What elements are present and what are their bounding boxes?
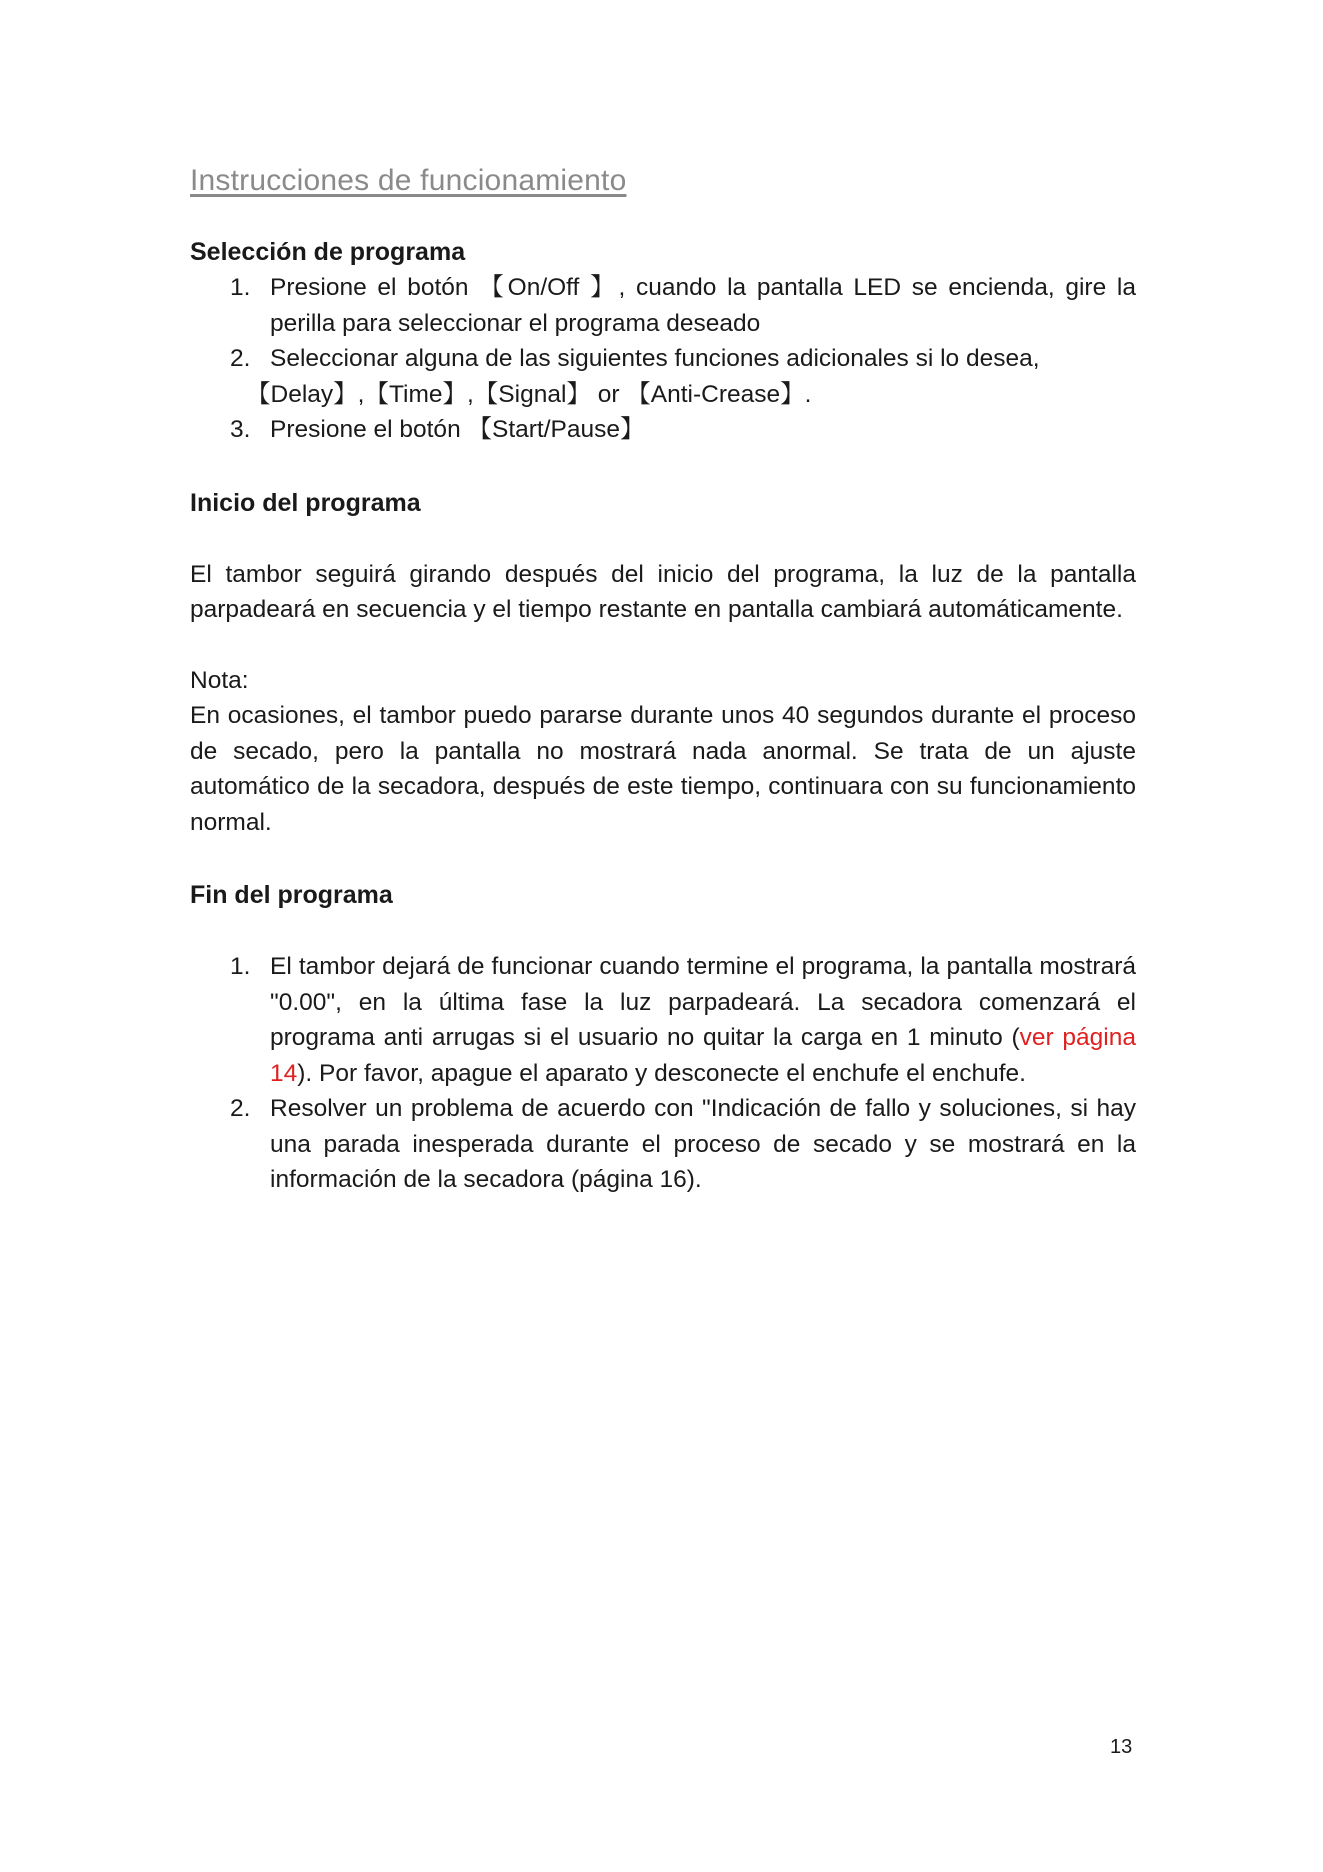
page-number: 13 — [1110, 1736, 1133, 1758]
note-label: Nota: — [190, 666, 249, 694]
list-item — [190, 949, 1136, 1091]
list-number: 2. — [230, 345, 251, 372]
note-text: En ocasiones, el tambor puedo pararse durante unos 40 segundos durante el proceso de secado, pero la pantalla no mostrará nada anormal. Se trata de un ajuste automático de la secadora, después de este tiempo, continuara con su funcionamiento normal. — [190, 702, 1136, 836]
list-item-text: Seleccionar alguna de las siguientes funciones adicionales si lo desea, — [270, 345, 1040, 372]
program-end-steps — [190, 949, 1136, 1198]
section-heading-seleccion: Selección de programa — [190, 238, 466, 266]
list-item-continuation — [190, 377, 1136, 413]
list-item-text-after: ). Por favor, apague el aparato y desconecte el enchufe el enchufe. — [297, 1059, 1026, 1087]
paragraph-inicio: El tambor seguirá girando después del inicio del programa, la luz de la pantalla parpadeará en secuencia y el tiempo restante en pantalla cambiará automáticamente. — [190, 560, 1136, 623]
program-selection-steps — [190, 270, 1136, 448]
list-item-text-before: El tambor dejará de funcionar cuando termine el programa, la pantalla mostrará "0.00", en la última fase la luz parpadeará. La secadora comenzará el programa anti arrugas si el usuario no quitar la carga en 1 minuto ( — [270, 953, 1136, 1051]
section-heading-fin: Fin del programa — [190, 881, 393, 909]
list-item-text: Presione el botón 【On/Off 】, cuando la pantalla LED se encienda, gire la perilla para seleccionar el programa deseado — [270, 274, 1136, 337]
page-title: Instrucciones de funcionamiento — [190, 164, 627, 197]
list-item-text: Resolver un problema de acuerdo con "Indicación de fallo y soluciones, si hay una parada inesperada durante el proceso de secado y se mostrará en la información de la secadora (página 16). — [270, 1095, 1136, 1193]
list-item-text: Presione el botón 【Start/Pause】 — [270, 416, 645, 443]
list-number: 2. — [230, 1095, 251, 1122]
list-item — [190, 1091, 1136, 1198]
list-number: 3. — [230, 416, 251, 443]
list-item — [190, 412, 1136, 448]
page-reference-link[interactable]: ver página 14 — [270, 1024, 1136, 1087]
page-content — [190, 158, 1136, 1198]
section-heading-inicio: Inicio del programa — [190, 488, 421, 517]
list-number: 1. — [230, 953, 251, 980]
list-number: 1. — [230, 274, 251, 301]
list-item — [190, 270, 1136, 341]
list-item — [190, 341, 1136, 377]
list-item-continuation-text: 【Delay】,【Time】,【Signal】 or 【Anti-Crease】. — [246, 380, 812, 408]
